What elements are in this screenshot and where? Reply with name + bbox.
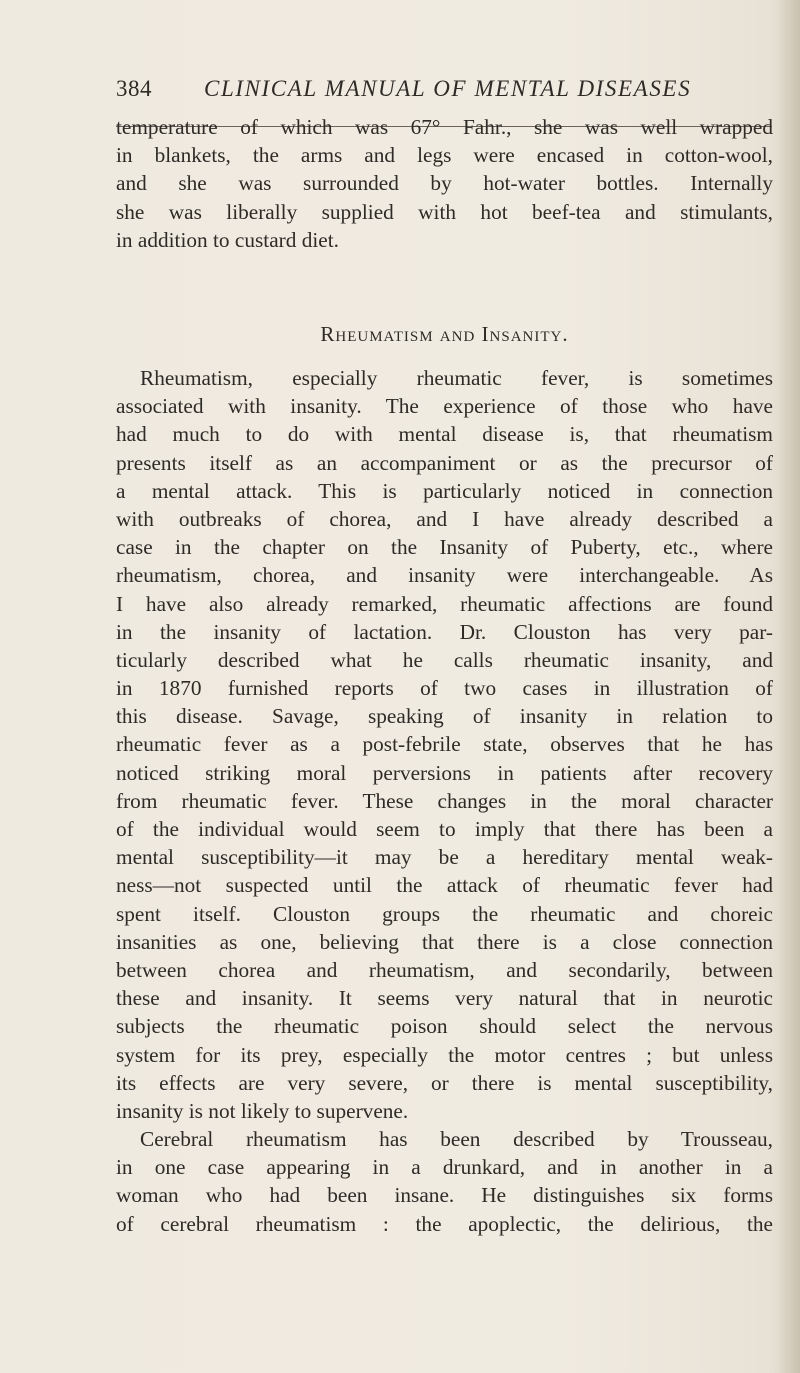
text-line: in one case appearing in a drunkard, and in another in a bbox=[116, 1155, 773, 1180]
section-heading: Rheumatism and Insanity. bbox=[320, 322, 569, 346]
text-line: system for its prey, especially the motor centres ; but unless bbox=[116, 1042, 773, 1067]
text-line: in addition to custard diet. bbox=[116, 227, 339, 252]
text-line: this disease. Savage, speaking of insanity in relation to bbox=[116, 704, 773, 729]
text-line: in blankets, the arms and legs were encased in cotton-wool, bbox=[116, 143, 773, 168]
text-line: its effects are very severe, or there is mental susceptibility, bbox=[116, 1070, 773, 1095]
paragraph-cerebral-rheumatism bbox=[116, 1125, 773, 1238]
text-line: a mental attack. This is particularly noticed in connection bbox=[116, 478, 773, 503]
text-line: subjects the rheumatic poison should select the nervous bbox=[116, 1014, 773, 1039]
text-line: ticularly described what he calls rheumatic insanity, and bbox=[116, 647, 773, 672]
text-line: ness—not suspected until the attack of rheumatic fever had bbox=[116, 873, 773, 898]
text-line: woman who had been insane. He distinguishes six forms bbox=[116, 1183, 773, 1208]
paragraph-rheumatism bbox=[116, 364, 773, 1125]
page-edge-shadow bbox=[778, 0, 800, 1373]
text-line: presents itself as an accompaniment or as the precursor of bbox=[116, 450, 773, 475]
text-line: of the individual would seem to imply that there has been a bbox=[116, 817, 773, 841]
text-line: mental susceptibility—it may be a hereditary mental weak- bbox=[116, 845, 773, 870]
text-line: I have also already remarked, rheumatic affections are found bbox=[116, 591, 773, 616]
text-line: with outbreaks of chorea, and I have already described a bbox=[116, 506, 773, 531]
text-line: temperature of which was 67° Fahr., she was well wrapped bbox=[116, 115, 773, 139]
text-line: these and insanity. It seems very natural that in neurotic bbox=[116, 986, 773, 1011]
text-line: case in the chapter on the Insanity of Puberty, etc., where bbox=[116, 535, 773, 560]
text-line: she was liberally supplied with hot beef-tea and stimulants, bbox=[116, 199, 773, 224]
running-head-title: CLINICAL MANUAL OF MENTAL DISEASES bbox=[204, 76, 692, 101]
text-line: between chorea and rheumatism, and secondarily, between bbox=[116, 957, 773, 982]
text-line: rheumatism, chorea, and insanity were interchangeable. As bbox=[116, 563, 773, 588]
continued-paragraph bbox=[116, 113, 773, 254]
text-line: Rheumatism, especially rheumatic fever, is sometimes bbox=[140, 366, 773, 390]
text-line: associated with insanity. The experience of those who have bbox=[116, 394, 773, 419]
page-number: 384 bbox=[116, 76, 152, 101]
text-line: of cerebral rheumatism : the apoplectic, the delirious, the bbox=[116, 1211, 773, 1236]
text-line: spent itself. Clouston groups the rheumatic and choreic bbox=[116, 901, 773, 926]
text-line: had much to do with mental disease is, that rheumatism bbox=[116, 422, 773, 447]
text-line: Cerebral rheumatism has been described by Trousseau, bbox=[140, 1127, 773, 1151]
text-line: noticed striking moral perversions in patients after recovery bbox=[116, 760, 773, 785]
text-line: and she was surrounded by hot-water bottles. Internally bbox=[116, 171, 773, 196]
text-line: insanity is not likely to supervene. bbox=[116, 1098, 409, 1123]
text-line: in the insanity of lactation. Dr. Clouston has very par- bbox=[116, 619, 773, 644]
text-line: from rheumatic fever. These changes in the moral character bbox=[116, 788, 773, 813]
text-line: in 1870 furnished reports of two cases in illustration of bbox=[116, 676, 773, 701]
text-line: rheumatic fever as a post-febrile state, observes that he has bbox=[116, 732, 773, 757]
text-line: insanities as one, believing that there is a close connection bbox=[116, 929, 773, 954]
